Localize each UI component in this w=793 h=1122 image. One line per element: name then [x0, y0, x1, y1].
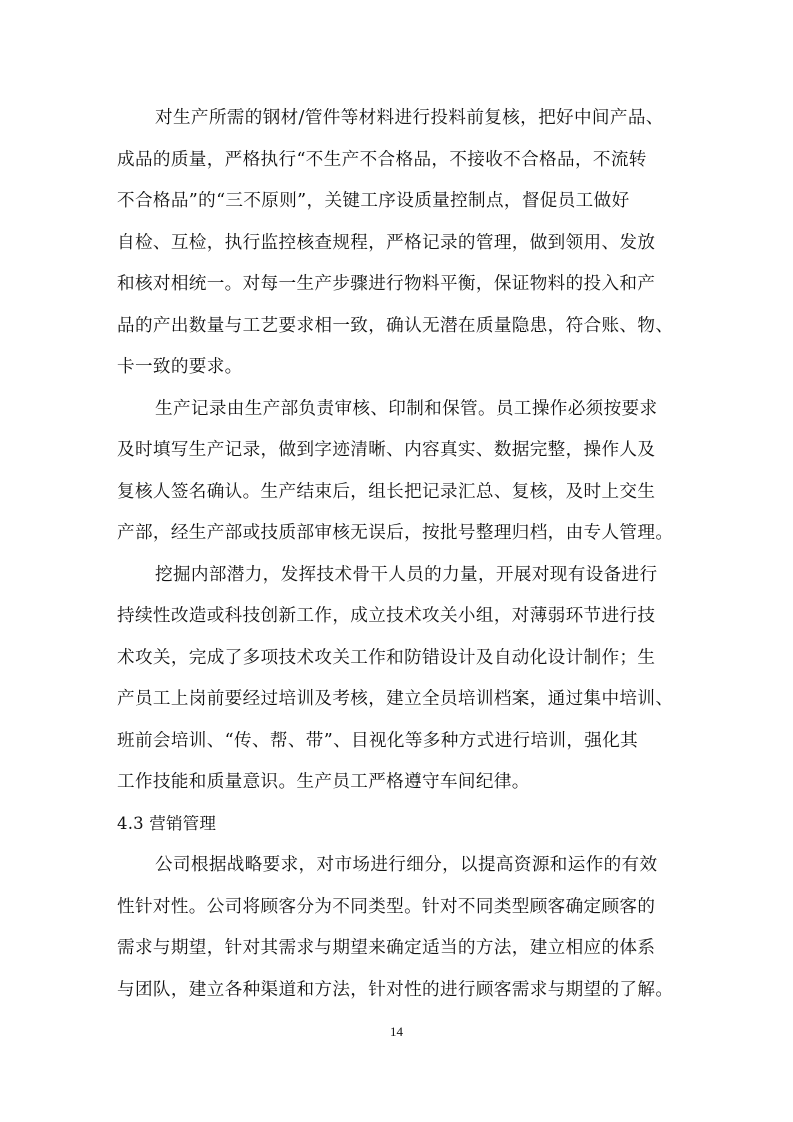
text-line: 需求与期望，针对其需求与期望来确定适当的方法，建立相应的体系 [117, 938, 656, 958]
text-line: 产员工上岗前要经过培训及考核，建立全员培训档案，通过集中培训、 [117, 689, 674, 709]
text-line: 班前会培训、“传、帮、带”、目视化等多种方式进行培训，强化其 [117, 731, 639, 751]
text-line: 挖掘内部潜力，发挥技术骨干人员的力量，开展对现有设备进行 [155, 565, 658, 585]
text-line: 自检、互检，执行监控核查规程，严格记录的管理，做到领用、发放 [117, 233, 656, 253]
text-line: 不合格品”的“三不原则”，关键工序设质量控制点，督促员工做好 [117, 191, 630, 211]
text-line: 对生产所需的钢材/管件等材料进行投料前复核，把好中间产品、 [155, 108, 664, 128]
text-line: 及时填写生产记录，做到字迹清晰、内容真实、数据完整，操作人及 [117, 440, 656, 460]
text-line: 生产记录由生产部负责审核、印制和保管。员工操作必须按要求 [155, 399, 658, 419]
text-line: 性针对性。公司将顾客分为不同类型。针对不同类型顾客确定顾客的 [117, 897, 656, 917]
text-line: 术攻关，完成了多项技术攻关工作和防错设计及自动化设计制作；生 [117, 648, 656, 668]
text-line: 持续性改造或科技创新工作，成立技术攻关小组，对薄弱环节进行技 [117, 606, 656, 626]
text-line: 卡一致的要求。 [117, 357, 243, 377]
text-line: 工作技能和质量意识。生产员工严格遵守车间纪律。 [117, 772, 530, 792]
text-line: 与团队，建立各种渠道和方法，针对性的进行顾客需求与期望的了解。 [117, 980, 674, 1000]
text-line: 产部，经生产部或技质部审核无误后，按批号整理归档，由专人管理。 [117, 523, 674, 543]
text-line: 公司根据战略要求，对市场进行细分，以提高资源和运作的有效 [155, 855, 658, 875]
page-number: 14 [390, 1024, 403, 1039]
text-line: 品的产出数量与工艺要求相一致，确认无潜在质量隐患，符合账、物、 [117, 316, 674, 336]
text-line: 成品的质量，严格执行“不生产不合格品，不接收不合格品，不流转 [117, 150, 647, 170]
text-line: 复核人签名确认。生产结束后，组长把记录汇总、复核，及时上交生 [117, 482, 656, 502]
section-heading: 4.3 营销管理 [117, 814, 217, 833]
text-line: 和核对相统一。对每一生产步骤进行物料平衡，保证物料的投入和产 [117, 274, 656, 294]
